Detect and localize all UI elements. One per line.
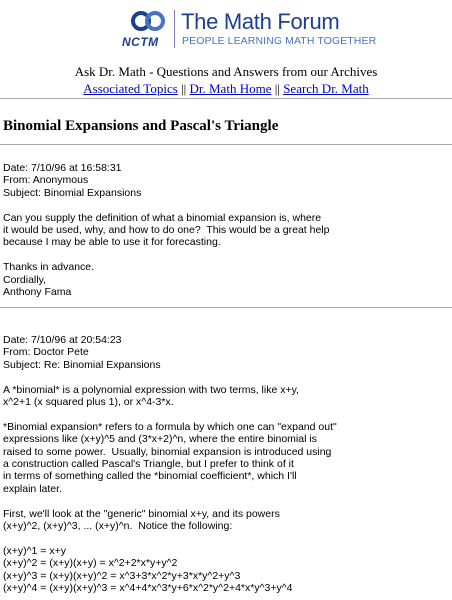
page-title: Binomial Expansions and Pascal's Triangle — [3, 118, 279, 134]
brand-title[interactable]: The Math Forum — [181, 9, 340, 34]
message-subject: Subject: Re: Binomial Expansions — [3, 358, 161, 371]
message-body: Can you supply the definition of what a binomial expansion is, where it would be used, why, and how to do one? This would be a great help because I may be able to use it for forecasting. Thanks in advance. Cordially, Anthony Fama — [3, 211, 330, 299]
logo-divider — [174, 10, 175, 48]
search-dr-math-link[interactable]: Search Dr. Math — [283, 81, 369, 96]
math-forum-logo-icon — [128, 10, 168, 38]
message-from: From: Doctor Pete — [3, 346, 89, 359]
message-from: From: Anonymous — [3, 174, 89, 187]
site-header — [0, 0, 452, 58]
nctm-label: NCTM — [122, 35, 159, 49]
brand-tagline: PEOPLE LEARNING MATH TOGETHER — [182, 35, 377, 47]
message-2 — [3, 334, 337, 595]
nav-separator: || — [274, 81, 280, 96]
divider — [0, 307, 452, 308]
nav-separator: || — [181, 81, 187, 96]
associated-topics-link[interactable]: Associated Topics — [83, 81, 178, 96]
message-1 — [3, 162, 330, 298]
message-body: A *binomial* is a polynomial expression with two terms, like x+y, x^2+1 (x squared plus 1), or x^4-3*x. *Binomial expansion* refers to a formula by which one can "expand out" expressions like (x+y)^5 and (3*x+2)^n, where the entire binomial is raised to some power. Usually, binomial expansion is introduced using a construction called Pascal's Triangle, but I prefer to think of it in terms of something called the *binomial coefficient*, which I'll explain later. First, we'll look at the "generic" binomial x+y, and its powers (x+y)^2, (x+y)^3, ... (x+y)^n. Notice the following: (x+y)^1 = x+y (x+y)^2 = (x+y)(x+y) = x^2+2*x*y+y^2 (x+y)^3 = (x+y)(x+y)^2 = x^3+3*x^2*y+3*x*y^2+y^3 (x+y)^4 = (x+y)(x+y)^3 = x^4+4*x^3*y+6*x^2*y^2+4*x*y^3+y^4 — [3, 383, 337, 595]
message-date: Date: 7/10/96 at 20:54:23 — [3, 334, 122, 346]
divider — [0, 144, 452, 145]
message-date: Date: 7/10/96 at 16:58:31 — [3, 162, 122, 174]
dr-math-home-link[interactable]: Dr. Math Home — [189, 81, 272, 96]
nav-links — [0, 81, 452, 97]
divider — [0, 98, 452, 99]
message-subject: Subject: Binomial Expansions — [3, 186, 142, 199]
archive-title: Ask Dr. Math - Questions and Answers from our Archives — [74, 64, 378, 79]
